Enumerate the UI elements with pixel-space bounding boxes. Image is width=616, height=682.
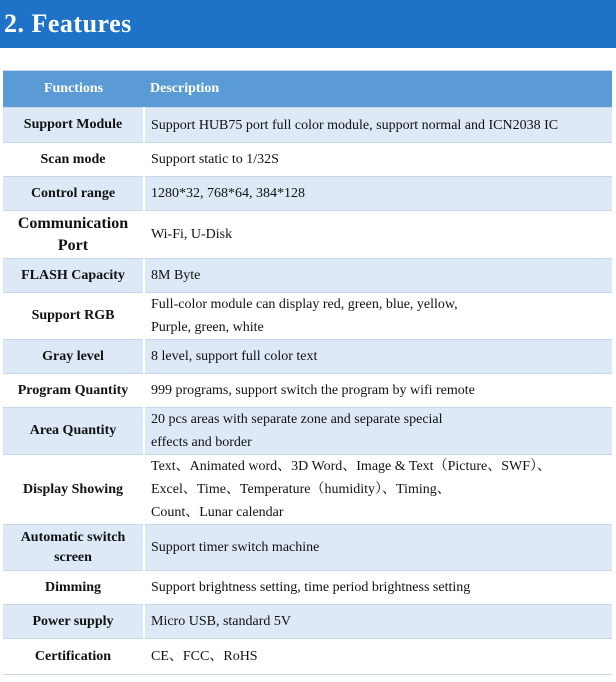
- description-cell: [144, 455, 612, 525]
- table-row: [3, 374, 612, 408]
- description-line: Support brightness setting, time period brightness setting: [151, 580, 471, 595]
- section-title: 2. Features: [4, 9, 132, 38]
- function-cell: Automatic switch screen: [3, 525, 144, 571]
- description-line: Full-color module can display red, green, blue, yellow,: [151, 297, 458, 312]
- description-cell: [144, 639, 612, 675]
- description-line: effects and border: [151, 435, 252, 450]
- table-row: [3, 455, 612, 525]
- function-cell: FLASH Capacity: [3, 259, 144, 293]
- table-header-row: [3, 71, 612, 108]
- table-row: [3, 108, 612, 143]
- description-line: Wi-Fi, U-Disk: [151, 227, 233, 242]
- table-row: [3, 293, 612, 340]
- table-row: [3, 211, 612, 259]
- description-cell: [144, 340, 612, 374]
- description-cell: [144, 525, 612, 571]
- features-table-container: [3, 70, 612, 675]
- description-cell: [144, 143, 612, 177]
- function-cell: Support Module: [3, 108, 144, 143]
- description-cell: [144, 571, 612, 605]
- description-line: Text、Animated word、3D Word、Image & Text（Picture、SWF）、: [151, 459, 552, 474]
- function-cell: Communication Port: [3, 211, 144, 259]
- function-cell: Support RGB: [3, 293, 144, 340]
- table-row: [3, 571, 612, 605]
- description-line: 999 programs, support switch the program by wifi remote: [151, 383, 475, 398]
- description-line: CE、FCC、RoHS: [151, 649, 258, 664]
- function-cell: Power supply: [3, 605, 144, 639]
- description-cell: [144, 259, 612, 293]
- description-line: Purple, green, white: [151, 320, 264, 335]
- description-line: 8M Byte: [151, 268, 201, 283]
- function-cell: Control range: [3, 177, 144, 211]
- features-table: [3, 70, 612, 675]
- column-header-description: Description: [144, 71, 612, 108]
- table-row: [3, 525, 612, 571]
- function-cell: Scan mode: [3, 143, 144, 177]
- function-cell: Dimming: [3, 571, 144, 605]
- description-line: Support timer switch machine: [151, 540, 320, 555]
- description-line: Support HUB75 port full color module, support normal and ICN2038 IC: [151, 117, 559, 133]
- function-cell: Gray level: [3, 340, 144, 374]
- description-line: Count、Lunar calendar: [151, 505, 284, 520]
- description-line: 20 pcs areas with separate zone and separate special: [151, 412, 443, 427]
- function-cell: Certification: [3, 639, 144, 675]
- description-line: Support static to 1/32S: [151, 152, 279, 167]
- function-cell: Program Quantity: [3, 374, 144, 408]
- description-line: 1280*32, 768*64, 384*128: [151, 186, 305, 201]
- table-row: [3, 143, 612, 177]
- description-line: 8 level, support full color text: [151, 349, 318, 364]
- table-row: [3, 605, 612, 639]
- table-row: [3, 639, 612, 675]
- description-cell: [144, 211, 612, 259]
- description-cell: [144, 177, 612, 211]
- section-header: [0, 0, 616, 48]
- description-cell: [144, 408, 612, 455]
- description-line: Excel、Time、Temperature（humidity）、Timing、: [151, 482, 451, 497]
- function-cell: Display Showing: [3, 455, 144, 525]
- description-cell: [144, 605, 612, 639]
- table-row: [3, 408, 612, 455]
- table-row: [3, 177, 612, 211]
- description-line: Micro USB, standard 5V: [151, 614, 291, 629]
- function-cell: Area Quantity: [3, 408, 144, 455]
- column-header-functions: Functions: [3, 71, 144, 108]
- description-cell: [144, 374, 612, 408]
- table-row: [3, 259, 612, 293]
- description-cell: [144, 293, 612, 340]
- table-row: [3, 340, 612, 374]
- description-cell: [144, 108, 612, 143]
